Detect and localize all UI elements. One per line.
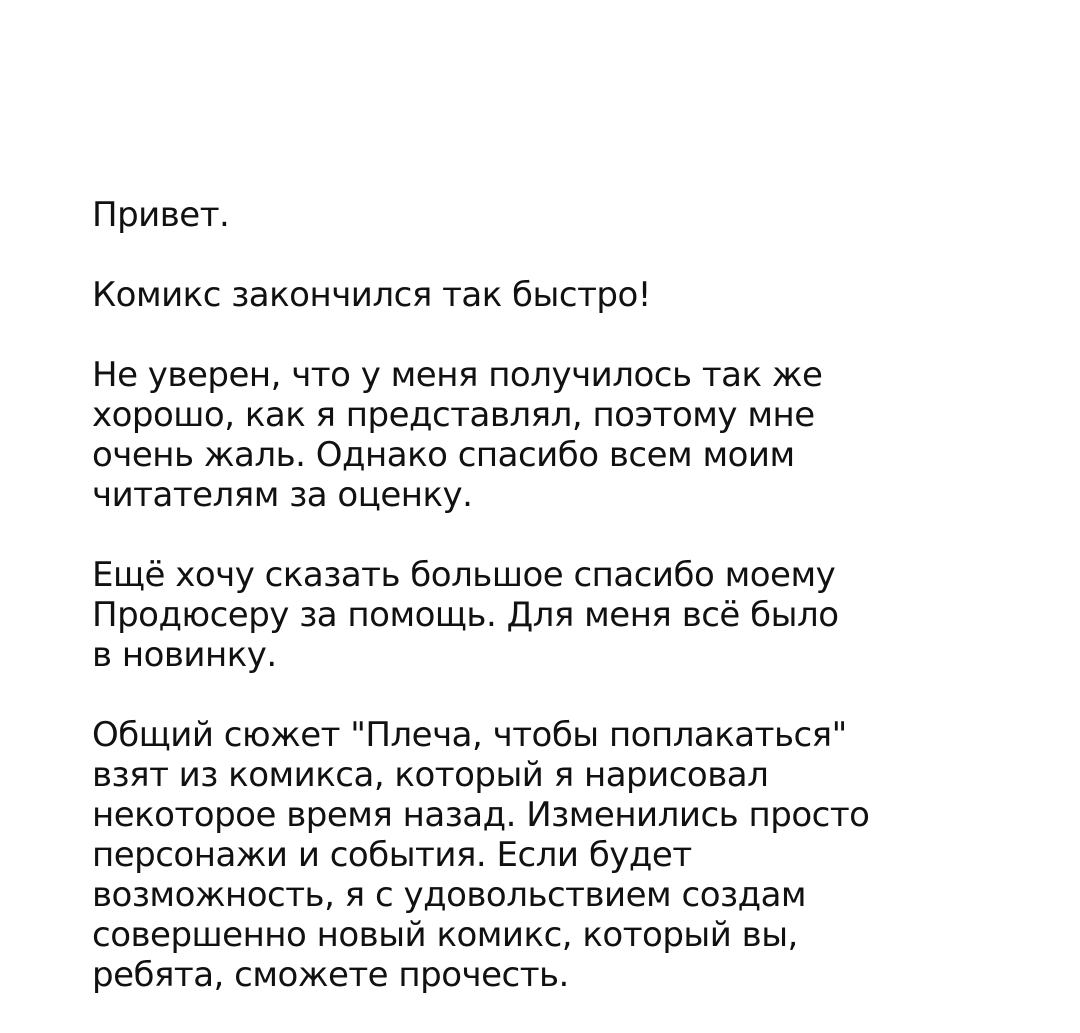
text-line: совершенно новый комикс, который вы, [92, 915, 798, 955]
paragraph-gap [92, 235, 992, 275]
paragraph-gap [92, 515, 992, 555]
paragraph-comic-ended [92, 275, 992, 315]
text-line: хорошо, как я представлял, поэтому мне [92, 395, 815, 435]
text-line: Комикс закончился так быстро! [92, 275, 651, 315]
text-line: возможность, я с удовольствием создам [92, 875, 807, 915]
text-line: взят из комикса, который я нарисовал [92, 755, 769, 795]
paragraph-gap [92, 315, 992, 355]
afterword-text [92, 195, 992, 995]
text-line: персонажи и события. Если будет [92, 835, 692, 875]
text-line: Привет. [92, 195, 230, 235]
paragraph-thanks-readers [92, 355, 992, 515]
text-line: в новинку. [92, 635, 277, 675]
text-line: Не уверен, что у меня получилось так же [92, 355, 823, 395]
paragraph-story-origin [92, 715, 992, 995]
text-line: Ещё хочу сказать большое спасибо моему [92, 555, 836, 595]
text-line: Продюсеру за помощь. Для меня всё было [92, 595, 839, 635]
text-line: некоторое время назад. Изменились просто [92, 795, 870, 835]
text-line: ребята, сможете прочесть. [92, 955, 569, 995]
text-line: Общий сюжет "Плеча, чтобы поплакаться" [92, 715, 847, 755]
paragraph-gap [92, 675, 992, 715]
paragraph-thanks-producer [92, 555, 992, 675]
text-line: очень жаль. Однако спасибо всем моим [92, 435, 795, 475]
text-line: читателям за оценку. [92, 475, 473, 515]
paragraph-greeting [92, 195, 992, 235]
